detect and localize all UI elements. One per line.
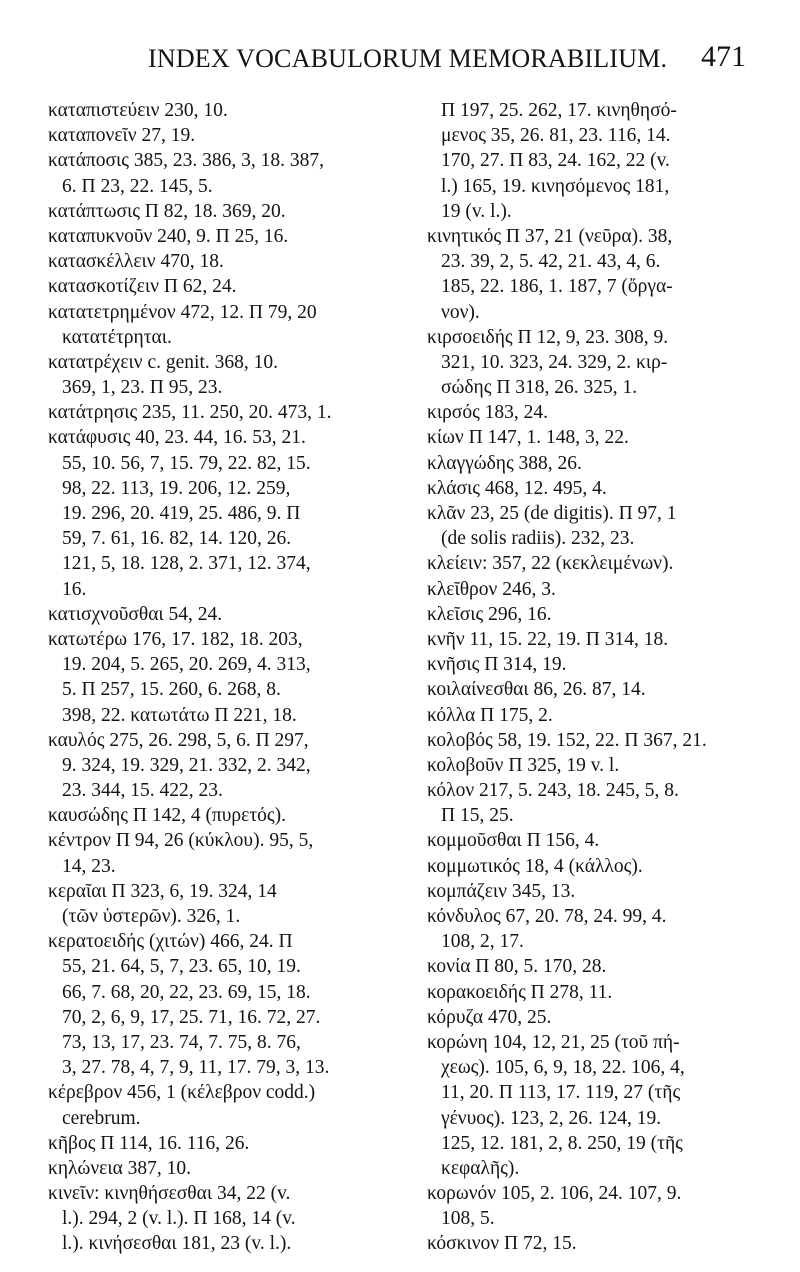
index-entry-continuation: 19. 296, 20. 419, 25. 486, 9. Π [62,503,301,524]
index-entry: κέρεβρον 456, 1 (κέλεβρον codd.) [48,1082,316,1104]
index-entry: κλᾶν 23, 25 (de digitis). Π 97, 1 [427,503,677,524]
index-entry: κόλον 217, 5. 243, 18. 245, 5, 8. [427,780,679,802]
index-entry-continuation: 23. 39, 2, 5. 42, 21. 43, 4, 6. [441,251,661,273]
index-entry: κατατετρημένον 472, 12. Π 79, 20 [48,301,317,323]
index-entry-continuation: l.). κινήσεσθαι 181, 23 (v. l.). [62,1233,292,1255]
index-entry: κατασκοτίζειν Π 62, 24. [48,276,237,298]
index-entry: κατάτρησις 235, 11. 250, 20. 473, 1. [48,402,332,424]
index-entry-continuation: 5. Π 257, 15. 260, 6. 268, 8. [62,679,281,701]
index-entry: κιρσοειδής Π 12, 9, 23. 308, 9. [427,326,669,348]
index-entry-continuation: 11, 20. Π 113, 17. 119, 27 (τῆς [441,1082,681,1104]
index-entry-continuation: 398, 22. κατωτάτω Π 221, 18. [62,704,297,726]
column-gutter [412,100,413,1220]
index-entry: κλαγγώδης 388, 26. [427,452,582,474]
index-entry: κόσκινον Π 72, 15. [427,1233,577,1255]
index-entry-continuation: 6. Π 23, 22. 145, 5. [62,175,213,197]
index-entry-continuation: κεφαλῆς). [441,1157,520,1179]
index-entry-continuation: χεως). 105, 6, 9, 18, 22. 106, 4, [441,1057,685,1079]
index-entry: κολοβός 58, 19. 152, 22. Π 367, 21. [427,729,707,751]
index-entry-continuation: γένυος). 123, 2, 26. 124, 19. [441,1107,662,1129]
index-entry: κομμωτικός 18, 4 (κάλλος). [427,855,643,877]
index-entry-continuation: cerebrum. [62,1107,141,1129]
page-number: 471 [701,40,746,73]
index-entry-continuation: Π 15, 25. [441,805,514,827]
index-entry: κινεῖν: κινηθήσεσθαι 34, 22 (v. [48,1183,291,1205]
index-entry: καταπονεῖν 27, 19. [48,125,196,147]
index-entry-continuation: 14, 23. [62,855,116,877]
index-entry: κορώνη 104, 12, 21, 25 (τοῦ πή- [427,1031,680,1053]
index-entry-continuation: 55, 21. 64, 5, 7, 23. 65, 10, 19. [62,956,301,978]
index-entry-continuation: 19. 204, 5. 265, 20. 269, 4. 313, [62,654,311,676]
index-entry-continuation: σώδης Π 318, 26. 325, 1. [441,377,638,399]
index-entry-continuation: 321, 10. 323, 24. 329, 2. κιρ- [441,351,668,373]
index-entry-continuation: νον). [441,301,480,323]
index-entry-continuation: 170, 27. Π 83, 24. 162, 22 (v. [441,150,670,172]
index-entry: κέντρον Π 94, 26 (κύκλου). 95, 5, [48,830,314,852]
index-entry-continuation: 16. [62,578,87,600]
index-entry-continuation: 3, 27. 78, 4, 7, 9, 11, 17. 79, 3, 13. [62,1057,330,1079]
index-entry: κατάπτωσις Π 82, 18. 369, 20. [48,200,286,222]
index-entry-continuation: κατατέτρηται. [62,326,172,348]
page-header [0,40,800,84]
index-entry: κορακοειδής Π 278, 11. [427,981,613,1003]
index-entry-continuation: 23. 344, 15. 422, 23. [62,780,223,802]
index-entry-continuation: (de solis radiis). 232, 23. [441,528,635,550]
index-entry-continuation: μενος 35, 26. 81, 23. 116, 14. [441,125,671,147]
index-entry: κνῆσις Π 314, 19. [427,654,567,676]
index-entry: κίων Π 147, 1. 148, 3, 22. [427,427,629,449]
index-entry-continuation: 59, 7. 61, 16. 82, 14. 120, 26. [62,528,292,550]
index-entry: κλάσις 468, 12. 495, 4. [427,477,607,499]
index-entry: κεραῖαι Π 323, 6, 19. 324, 14 [48,880,277,902]
index-entry: κλείειν: 357, 22 (κεκλειμένων). [427,553,674,575]
index-entry-continuation: l.). 294, 2 (v. l.). Π 168, 14 (v. [62,1208,296,1230]
index-entry-continuation: 108, 2, 17. [441,931,524,953]
index-entry: κατισχνοῦσθαι 54, 24. [48,603,223,625]
index-entry: καυλός 275, 26. 298, 5, 6. Π 297, [48,729,309,751]
index-entry: κερατοειδής (χιτών) 466, 24. Π [48,931,293,953]
index-entry-continuation: 369, 1, 23. Π 95, 23. [62,377,223,399]
index-entry: κομμοῦσθαι Π 156, 4. [427,830,600,852]
index-entry-continuation: 73, 13, 17, 23. 74, 7. 75, 8. 76, [62,1031,301,1053]
index-entry: κλεῖθρον 246, 3. [427,578,556,600]
index-entry-continuation: 125, 12. 181, 2, 8. 250, 19 (τῆς [441,1132,683,1154]
index-entry: κολοβοῦν Π 325, 19 v. l. [427,754,620,776]
index-entry: κινητικός Π 37, 21 (νεῦρα). 38, [427,225,673,247]
index-entry-continuation: 66, 7. 68, 20, 22, 23. 69, 15, 18. [62,981,311,1003]
index-entry: κνῆν 11, 15. 22, 19. Π 314, 18. [427,628,669,650]
index-entry-continuation: 55, 10. 56, 7, 15. 79, 22. 82, 15. [62,452,311,474]
index-entry: κηλώνεια 387, 10. [48,1157,192,1179]
index-entry: κονία Π 80, 5. 170, 28. [427,956,607,978]
index-entry: κιρσός 183, 24. [427,402,549,424]
index-entry: καταπιστεύειν 230, 10. [48,100,228,121]
index-entry: καυσώδης Π 142, 4 (πυρετός). [48,805,287,827]
index-entry: κορωνόν 105, 2. 106, 24. 107, 9. [427,1183,682,1205]
index-entry-continuation: 108, 5. [441,1208,495,1230]
index-entry-continuation: 19 (v. l.). [441,200,512,222]
index-entry: κλεῖσις 296, 16. [427,603,552,625]
running-title: INDEX VOCABULORUM MEMORABILIUM. [148,44,668,73]
index-entry: κατωτέρω 176, 17. 182, 18. 203, [48,628,303,650]
index-entry-continuation: 185, 22. 186, 1. 187, 7 (ὄργα- [441,276,673,298]
index-entry: κῆβος Π 114, 16. 116, 26. [48,1132,250,1154]
index-entry-continuation: Π 197, 25. 262, 17. κινηθησό- [441,100,677,121]
index-column-right [427,98,787,1257]
index-entry: κατασκέλλειν 470, 18. [48,251,224,273]
index-entry: κόνδυλος 67, 20. 78, 24. 99, 4. [427,906,667,927]
index-entry: κόλλα Π 175, 2. [427,704,553,726]
index-column-left [48,98,408,1257]
index-entry-continuation: 9. 324, 19. 329, 21. 332, 2. 342, [62,754,311,776]
index-entry: κοιλαίνεσθαι 86, 26. 87, 14. [427,679,646,701]
index-entry: κατάποσις 385, 23. 386, 3, 18. 387, [48,150,324,172]
index-entry: κατατρέχειν c. genit. 368, 10. [48,351,278,373]
index-entry: κατάφυσις 40, 23. 44, 16. 53, 21. [48,427,306,449]
index-entry-continuation: l.) 165, 19. κινησόμενος 181, [441,175,670,197]
index-entry: κομπάζειν 345, 13. [427,880,576,902]
index-entry: κόρυζα 470, 25. [427,1006,552,1028]
index-entry-continuation: 121, 5, 18. 128, 2. 371, 12. 374, [62,553,311,575]
index-entry-continuation: 98, 22. 113, 19. 206, 12. 259, [62,477,291,499]
index-entry: καταπυκνοῦν 240, 9. Π 25, 16. [48,225,289,247]
index-entry-continuation: (τῶν ὑστερῶν). 326, 1. [62,906,241,927]
index-entry-continuation: 70, 2, 6, 9, 17, 25. 71, 16. 72, 27. [62,1006,321,1028]
